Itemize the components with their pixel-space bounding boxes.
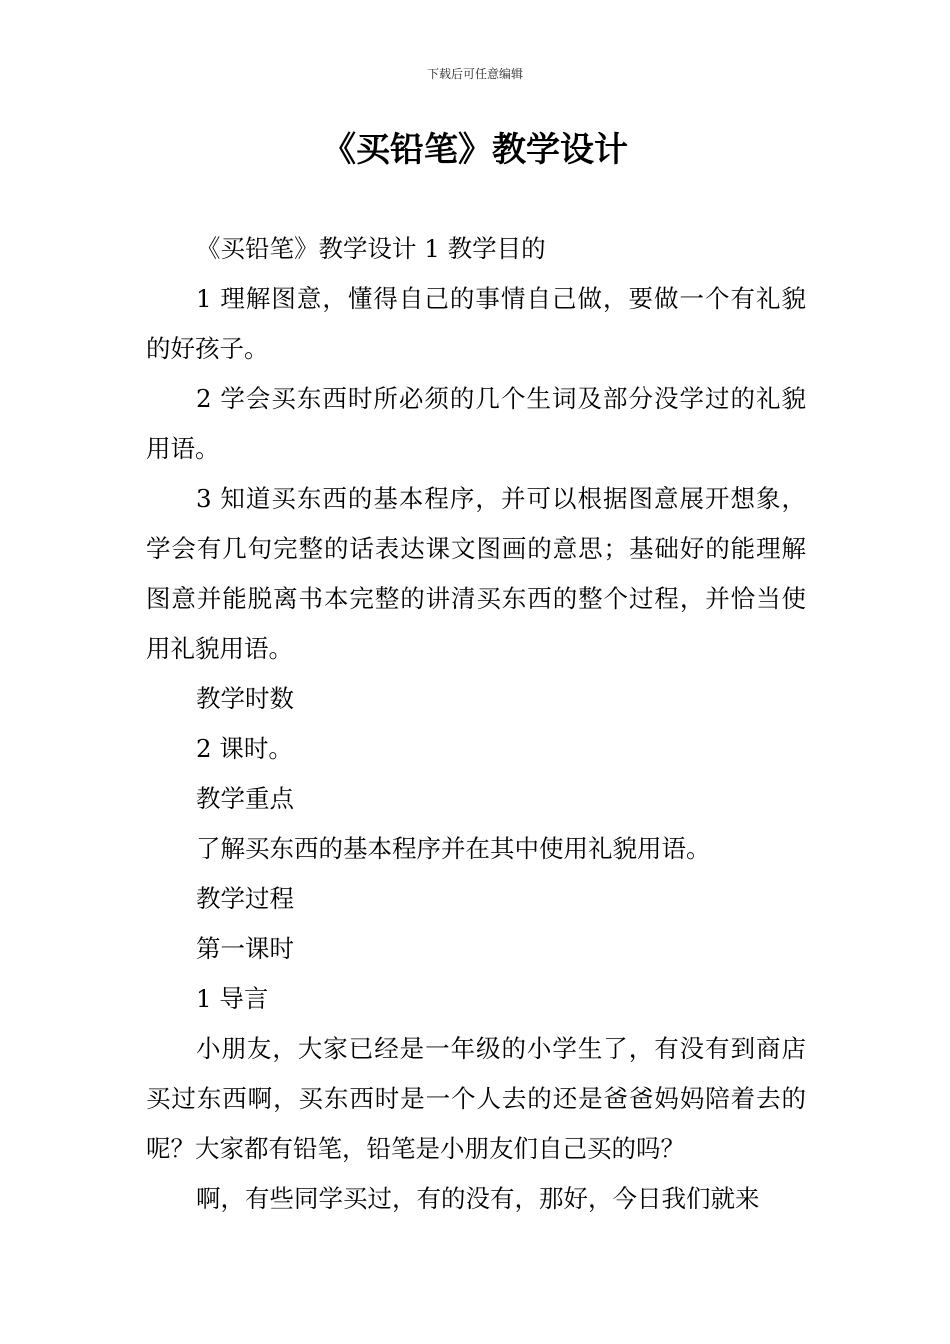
paragraph-heading-hours: 教学时数 bbox=[196, 684, 294, 713]
paragraph-heading-process: 教学过程 bbox=[196, 884, 294, 913]
paragraph-hours-value: 2 课时。 bbox=[196, 734, 293, 763]
paragraph-focus-value: 了解买东西的基本程序并在其中使用礼貌用语。 bbox=[196, 834, 711, 863]
document-title: 《买铅笔》教学设计 bbox=[322, 130, 628, 170]
paragraph-first-lesson: 第一课时 bbox=[196, 934, 294, 963]
paragraph-objective-3: 3 知道买东西的基本程序，并可以根据图意展开想象，学会有几句完整的话表达课文图画的意思；基础好的能理解图意并能脱离书本完整的讲清买东西的整个过程，并恰当使用礼貌用语。 bbox=[146, 484, 806, 663]
paragraph-intro-text: 小朋友，大家已经是一年级的小学生了，有没有到商店买过东西啊，买东西时是一个人去的还是爸爸妈妈陪着去的呢？大家都有铅笔，铅笔是小朋友们自己买的吗？ bbox=[146, 1034, 806, 1163]
paragraph-objective-2: 2 学会买东西时所必须的几个生词及部分没学过的礼貌用语。 bbox=[146, 384, 806, 463]
paragraph-heading-focus: 教学重点 bbox=[196, 784, 294, 813]
header-note: 下载后可任意编辑 bbox=[426, 67, 523, 81]
document-body bbox=[146, 224, 806, 1224]
paragraph-continuation: 啊，有些同学买过，有的没有，那好，今日我们就来 bbox=[196, 1184, 760, 1213]
paragraph-heading-objectives: 《买铅笔》教学设计 1 教学目的 bbox=[196, 234, 546, 263]
paragraph-introduction: 1 导言 bbox=[196, 984, 269, 1013]
paragraph-objective-1: 1 理解图意，懂得自己的事情自己做，要做一个有礼貌的好孩子。 bbox=[146, 284, 806, 363]
